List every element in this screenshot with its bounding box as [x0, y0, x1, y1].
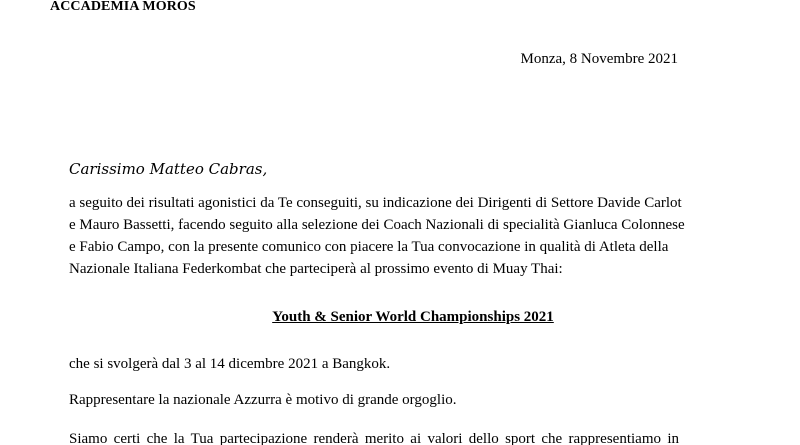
pride-statement: Rappresentare la nazionale Azzurra è motivo di grande orgoglio. [69, 392, 457, 408]
body-line: a seguito dei risultati agonistici da Te conseguiti, su indicazione dei Dirigenti di Settore Davide Carlot [69, 195, 682, 211]
organization-name: ACCADEMIA MOROS [50, 0, 196, 14]
event-title: Youth & Senior World Championships 2021 [272, 309, 554, 325]
body-line: e Fabio Campo, con la presente comunico con piacere la Tua convocazione in qualità di Atleta della [69, 239, 669, 255]
body-paragraph [69, 192, 685, 280]
closing-line: Siamo certi che la Tua partecipazione renderà merito ai valori dello sport che rappresentiamo in [69, 431, 679, 445]
body-line: e Mauro Bassetti, facendo seguito alla selezione dei Coach Nazionali di specialità Gianluca Colonnese [69, 217, 685, 233]
closing-paragraph [69, 428, 679, 445]
salutation: Carissimo Matteo Cabras, [69, 160, 268, 178]
event-dates: che si svolgerà dal 3 al 14 dicembre 2021 a Bangkok. [69, 356, 391, 372]
place-date: Monza, 8 Novembre 2021 [520, 51, 678, 67]
body-line: Nazionale Italiana Federkombat che parteciperà al prossimo evento di Muay Thai: [69, 261, 563, 277]
